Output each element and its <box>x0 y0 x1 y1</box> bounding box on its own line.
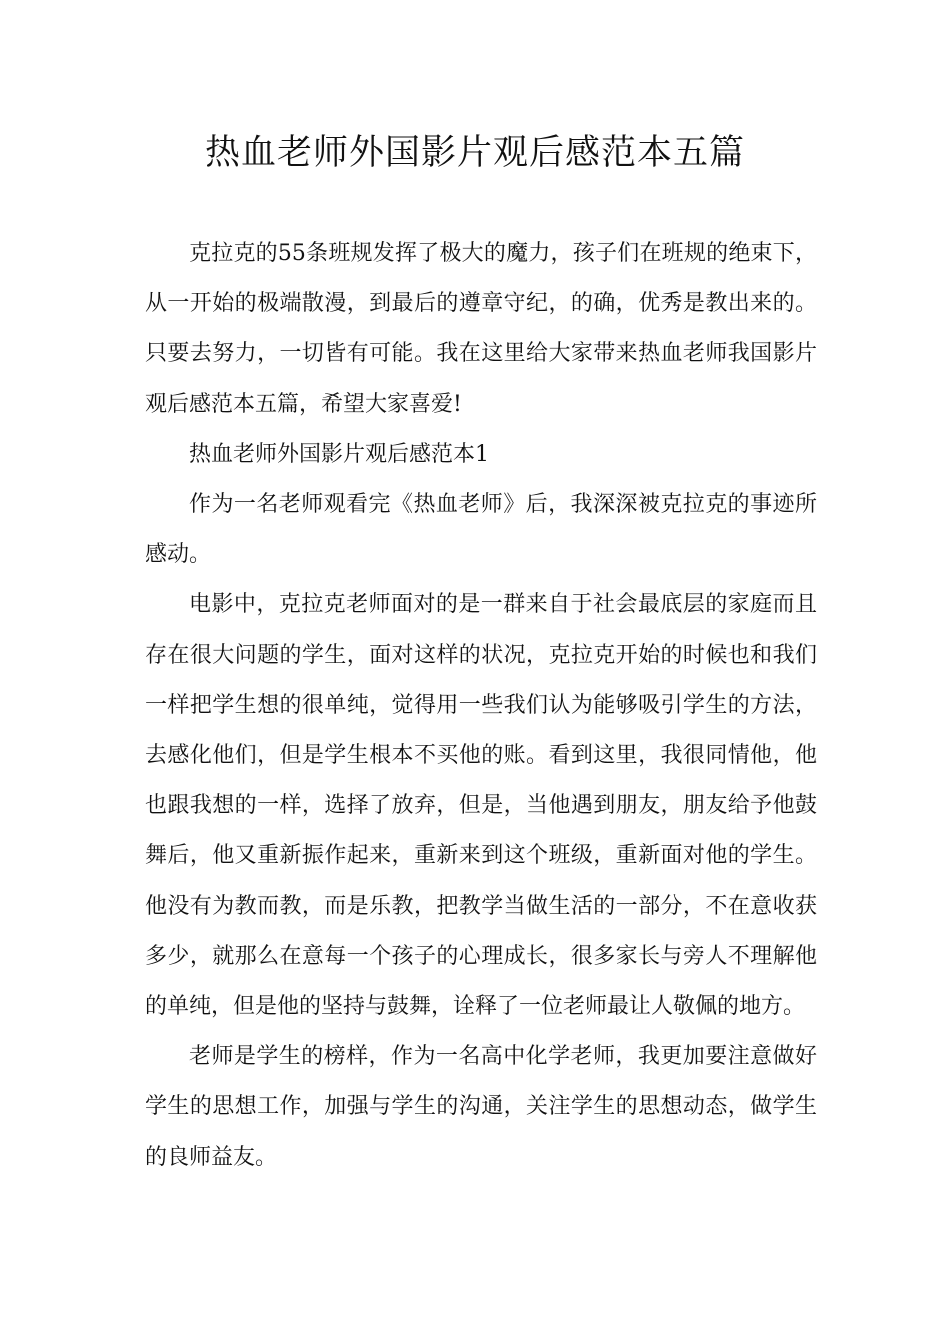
paragraph-intro: 克拉克的55条班规发挥了极大的魔力，孩子们在班规的绝束下，从一开始的极端散漫，到最后的遵章守纪，的确，优秀是教出来的。只要去努力，一切皆有可能。我在这里给大家带来热血老师我国影片观后感范本五篇，希望大家喜爱! <box>145 241 817 417</box>
paragraph-2: 电影中，克拉克老师面对的是一群来自于社会最底层的家庭而且存在很大问题的学生，面对这样的状况，克拉克开始的时候也和我们一样把学生想的很单纯，觉得用一些我们认为能够吸引学生的方法，去感化他们，但是学生根本不买他的账。看到这里，我很同情他，他也跟我想的一样，选择了放弃，但是，当他遇到朋友，朋友给予他鼓舞后，他又重新振作起来，重新来到这个班级，重新面对他的学生。他没有为教而教，而是乐教，把教学当做生活的一部分，不在意收获多少，就那么在意每一个孩子的心理成长，很多家长与旁人不理解他的单纯，但是他的坚持与鼓舞，诠释了一位老师最让人敬佩的地方。 <box>145 592 817 1020</box>
paragraph-1: 作为一名老师观看完《热血老师》后，我深深被克拉克的事迹所感动。 <box>145 492 817 568</box>
paragraph-3: 老师是学生的榜样，作为一名高中化学老师，我更加要注意做好学生的思想工作，加强与学生的沟通，关注学生的思想动态，做学生的良师益友。 <box>145 1044 817 1170</box>
document-title: 热血老师外国影片观后感范本五篇 <box>204 133 745 173</box>
document-body <box>145 229 817 1183</box>
section-heading-1: 热血老师外国影片观后感范本1 <box>189 441 489 467</box>
